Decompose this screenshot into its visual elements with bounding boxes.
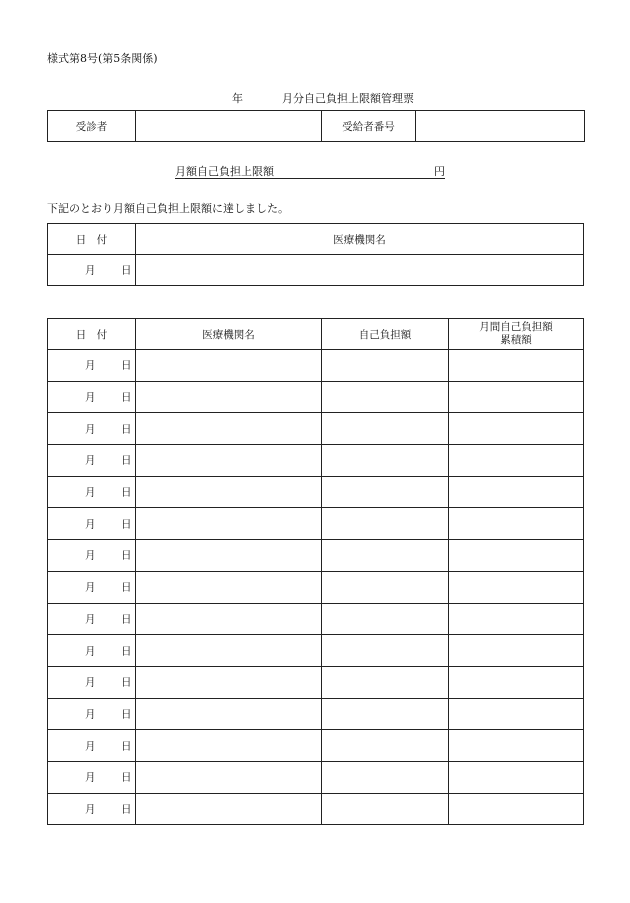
copay-field[interactable]	[322, 698, 449, 730]
table-row	[48, 476, 584, 508]
copay-field[interactable]	[322, 350, 449, 382]
date-cell[interactable]	[48, 255, 136, 286]
date-header: 日 付	[48, 319, 136, 350]
cumulative-header	[449, 319, 584, 350]
month-label: 月	[85, 771, 96, 784]
copay-field[interactable]	[322, 508, 449, 540]
limit-reached-row	[48, 255, 584, 286]
day-label: 日	[121, 708, 132, 721]
cumulative-field[interactable]	[449, 445, 584, 477]
day-label: 日	[121, 359, 132, 372]
institution-field[interactable]	[136, 571, 322, 603]
cumulative-field[interactable]	[449, 793, 584, 825]
table-row	[48, 603, 584, 635]
copay-field[interactable]	[322, 635, 449, 667]
monthly-limit-label: 月額自己負担上限額	[175, 165, 274, 178]
month-label: 月	[85, 740, 96, 753]
copay-log-header	[48, 319, 584, 350]
recipient-number-field[interactable]	[416, 111, 585, 142]
day-label: 日	[121, 676, 132, 689]
month-label: 月	[85, 391, 96, 404]
copay-field[interactable]	[322, 603, 449, 635]
month-label: 月	[85, 359, 96, 372]
table-row	[48, 381, 584, 413]
date-cell[interactable]	[48, 666, 136, 698]
institution-field[interactable]	[136, 793, 322, 825]
institution-field[interactable]	[136, 698, 322, 730]
day-label: 日	[121, 486, 132, 499]
limit-reached-table	[47, 223, 584, 286]
cumulative-field[interactable]	[449, 730, 584, 762]
patient-info-row	[48, 111, 585, 142]
day-label: 日	[121, 423, 132, 436]
institution-field[interactable]	[136, 540, 322, 572]
day-label: 日	[121, 613, 132, 626]
institution-field[interactable]	[136, 730, 322, 762]
copay-field[interactable]	[322, 793, 449, 825]
day-label: 日	[121, 645, 132, 658]
month-label: 月	[85, 454, 96, 467]
title-year-label: 年	[232, 92, 243, 105]
cumulative-field[interactable]	[449, 698, 584, 730]
month-label: 月	[85, 645, 96, 658]
cumulative-field[interactable]	[449, 540, 584, 572]
limit-reached-header	[48, 224, 584, 255]
institution-field[interactable]	[136, 445, 322, 477]
cumulative-field[interactable]	[449, 571, 584, 603]
copay-field[interactable]	[322, 730, 449, 762]
date-cell[interactable]	[48, 730, 136, 762]
cumulative-header-line2: 累積額	[500, 334, 532, 346]
month-label: 月	[85, 676, 96, 689]
cumulative-field[interactable]	[449, 413, 584, 445]
cumulative-field[interactable]	[449, 666, 584, 698]
patient-name-field[interactable]	[136, 111, 322, 142]
date-cell[interactable]	[48, 413, 136, 445]
copay-field[interactable]	[322, 381, 449, 413]
date-cell[interactable]	[48, 793, 136, 825]
document-title	[232, 90, 414, 106]
institution-header: 医療機関名	[136, 319, 322, 350]
copay-field[interactable]	[322, 571, 449, 603]
day-label: 日	[121, 581, 132, 594]
table-row	[48, 413, 584, 445]
copay-field[interactable]	[322, 445, 449, 477]
copay-header: 自己負担額	[322, 319, 449, 350]
monthly-limit-field[interactable]	[295, 163, 425, 178]
day-label: 日	[121, 264, 132, 277]
date-cell[interactable]	[48, 476, 136, 508]
table-row	[48, 635, 584, 667]
institution-field[interactable]	[136, 666, 322, 698]
copay-field[interactable]	[322, 666, 449, 698]
month-label: 月	[85, 613, 96, 626]
table-row	[48, 793, 584, 825]
date-cell[interactable]	[48, 445, 136, 477]
form-number: 様式第8号(第5条関係)	[47, 52, 158, 65]
day-label: 日	[121, 740, 132, 753]
institution-field[interactable]	[136, 476, 322, 508]
day-label: 日	[121, 771, 132, 784]
date-cell[interactable]	[48, 698, 136, 730]
date-cell[interactable]	[48, 761, 136, 793]
month-label: 月	[85, 264, 96, 277]
table-row	[48, 445, 584, 477]
date-cell[interactable]	[48, 508, 136, 540]
institution-field[interactable]	[136, 413, 322, 445]
date-cell[interactable]	[48, 603, 136, 635]
table-row	[48, 698, 584, 730]
date-cell[interactable]	[48, 540, 136, 572]
table-row	[48, 540, 584, 572]
institution-field[interactable]	[136, 350, 322, 382]
table-row	[48, 761, 584, 793]
month-label: 月	[85, 581, 96, 594]
title-text: 月分自己負担上限額管理票	[282, 92, 414, 105]
date-cell[interactable]	[48, 635, 136, 667]
cumulative-field[interactable]	[449, 603, 584, 635]
month-label: 月	[85, 518, 96, 531]
date-header: 日 付	[48, 224, 136, 255]
institution-field[interactable]	[136, 603, 322, 635]
institution-field[interactable]	[136, 255, 584, 286]
cumulative-field[interactable]	[449, 381, 584, 413]
monthly-limit-line	[175, 163, 445, 179]
date-cell[interactable]	[48, 381, 136, 413]
table-row	[48, 571, 584, 603]
cumulative-field[interactable]	[449, 350, 584, 382]
day-label: 日	[121, 803, 132, 816]
yen-unit: 円	[434, 165, 445, 178]
cumulative-header-line1: 月間自己負担額	[479, 321, 553, 333]
copay-field[interactable]	[322, 476, 449, 508]
month-label: 月	[85, 486, 96, 499]
copay-field[interactable]	[322, 540, 449, 572]
reached-statement: 下記のとおり月額自己負担上限額に達しました。	[47, 202, 289, 215]
month-label: 月	[85, 423, 96, 436]
copay-field[interactable]	[322, 413, 449, 445]
cumulative-field[interactable]	[449, 508, 584, 540]
table-row	[48, 730, 584, 762]
institution-field[interactable]	[136, 761, 322, 793]
day-label: 日	[121, 549, 132, 562]
copay-log-table	[47, 318, 584, 825]
table-row	[48, 350, 584, 382]
day-label: 日	[121, 518, 132, 531]
cumulative-field[interactable]	[449, 635, 584, 667]
institution-field[interactable]	[136, 381, 322, 413]
month-label: 月	[85, 803, 96, 816]
institution-field[interactable]	[136, 635, 322, 667]
table-row	[48, 666, 584, 698]
patient-label: 受診者	[48, 111, 136, 142]
cumulative-field[interactable]	[449, 476, 584, 508]
day-label: 日	[121, 391, 132, 404]
recipient-number-label: 受給者番号	[322, 111, 416, 142]
date-cell[interactable]	[48, 350, 136, 382]
copay-field[interactable]	[322, 761, 449, 793]
cumulative-field[interactable]	[449, 761, 584, 793]
date-cell[interactable]	[48, 571, 136, 603]
table-row	[48, 508, 584, 540]
month-label: 月	[85, 549, 96, 562]
patient-info-table	[47, 110, 585, 142]
institution-header: 医療機関名	[136, 224, 584, 255]
institution-field[interactable]	[136, 508, 322, 540]
month-label: 月	[85, 708, 96, 721]
day-label: 日	[121, 454, 132, 467]
